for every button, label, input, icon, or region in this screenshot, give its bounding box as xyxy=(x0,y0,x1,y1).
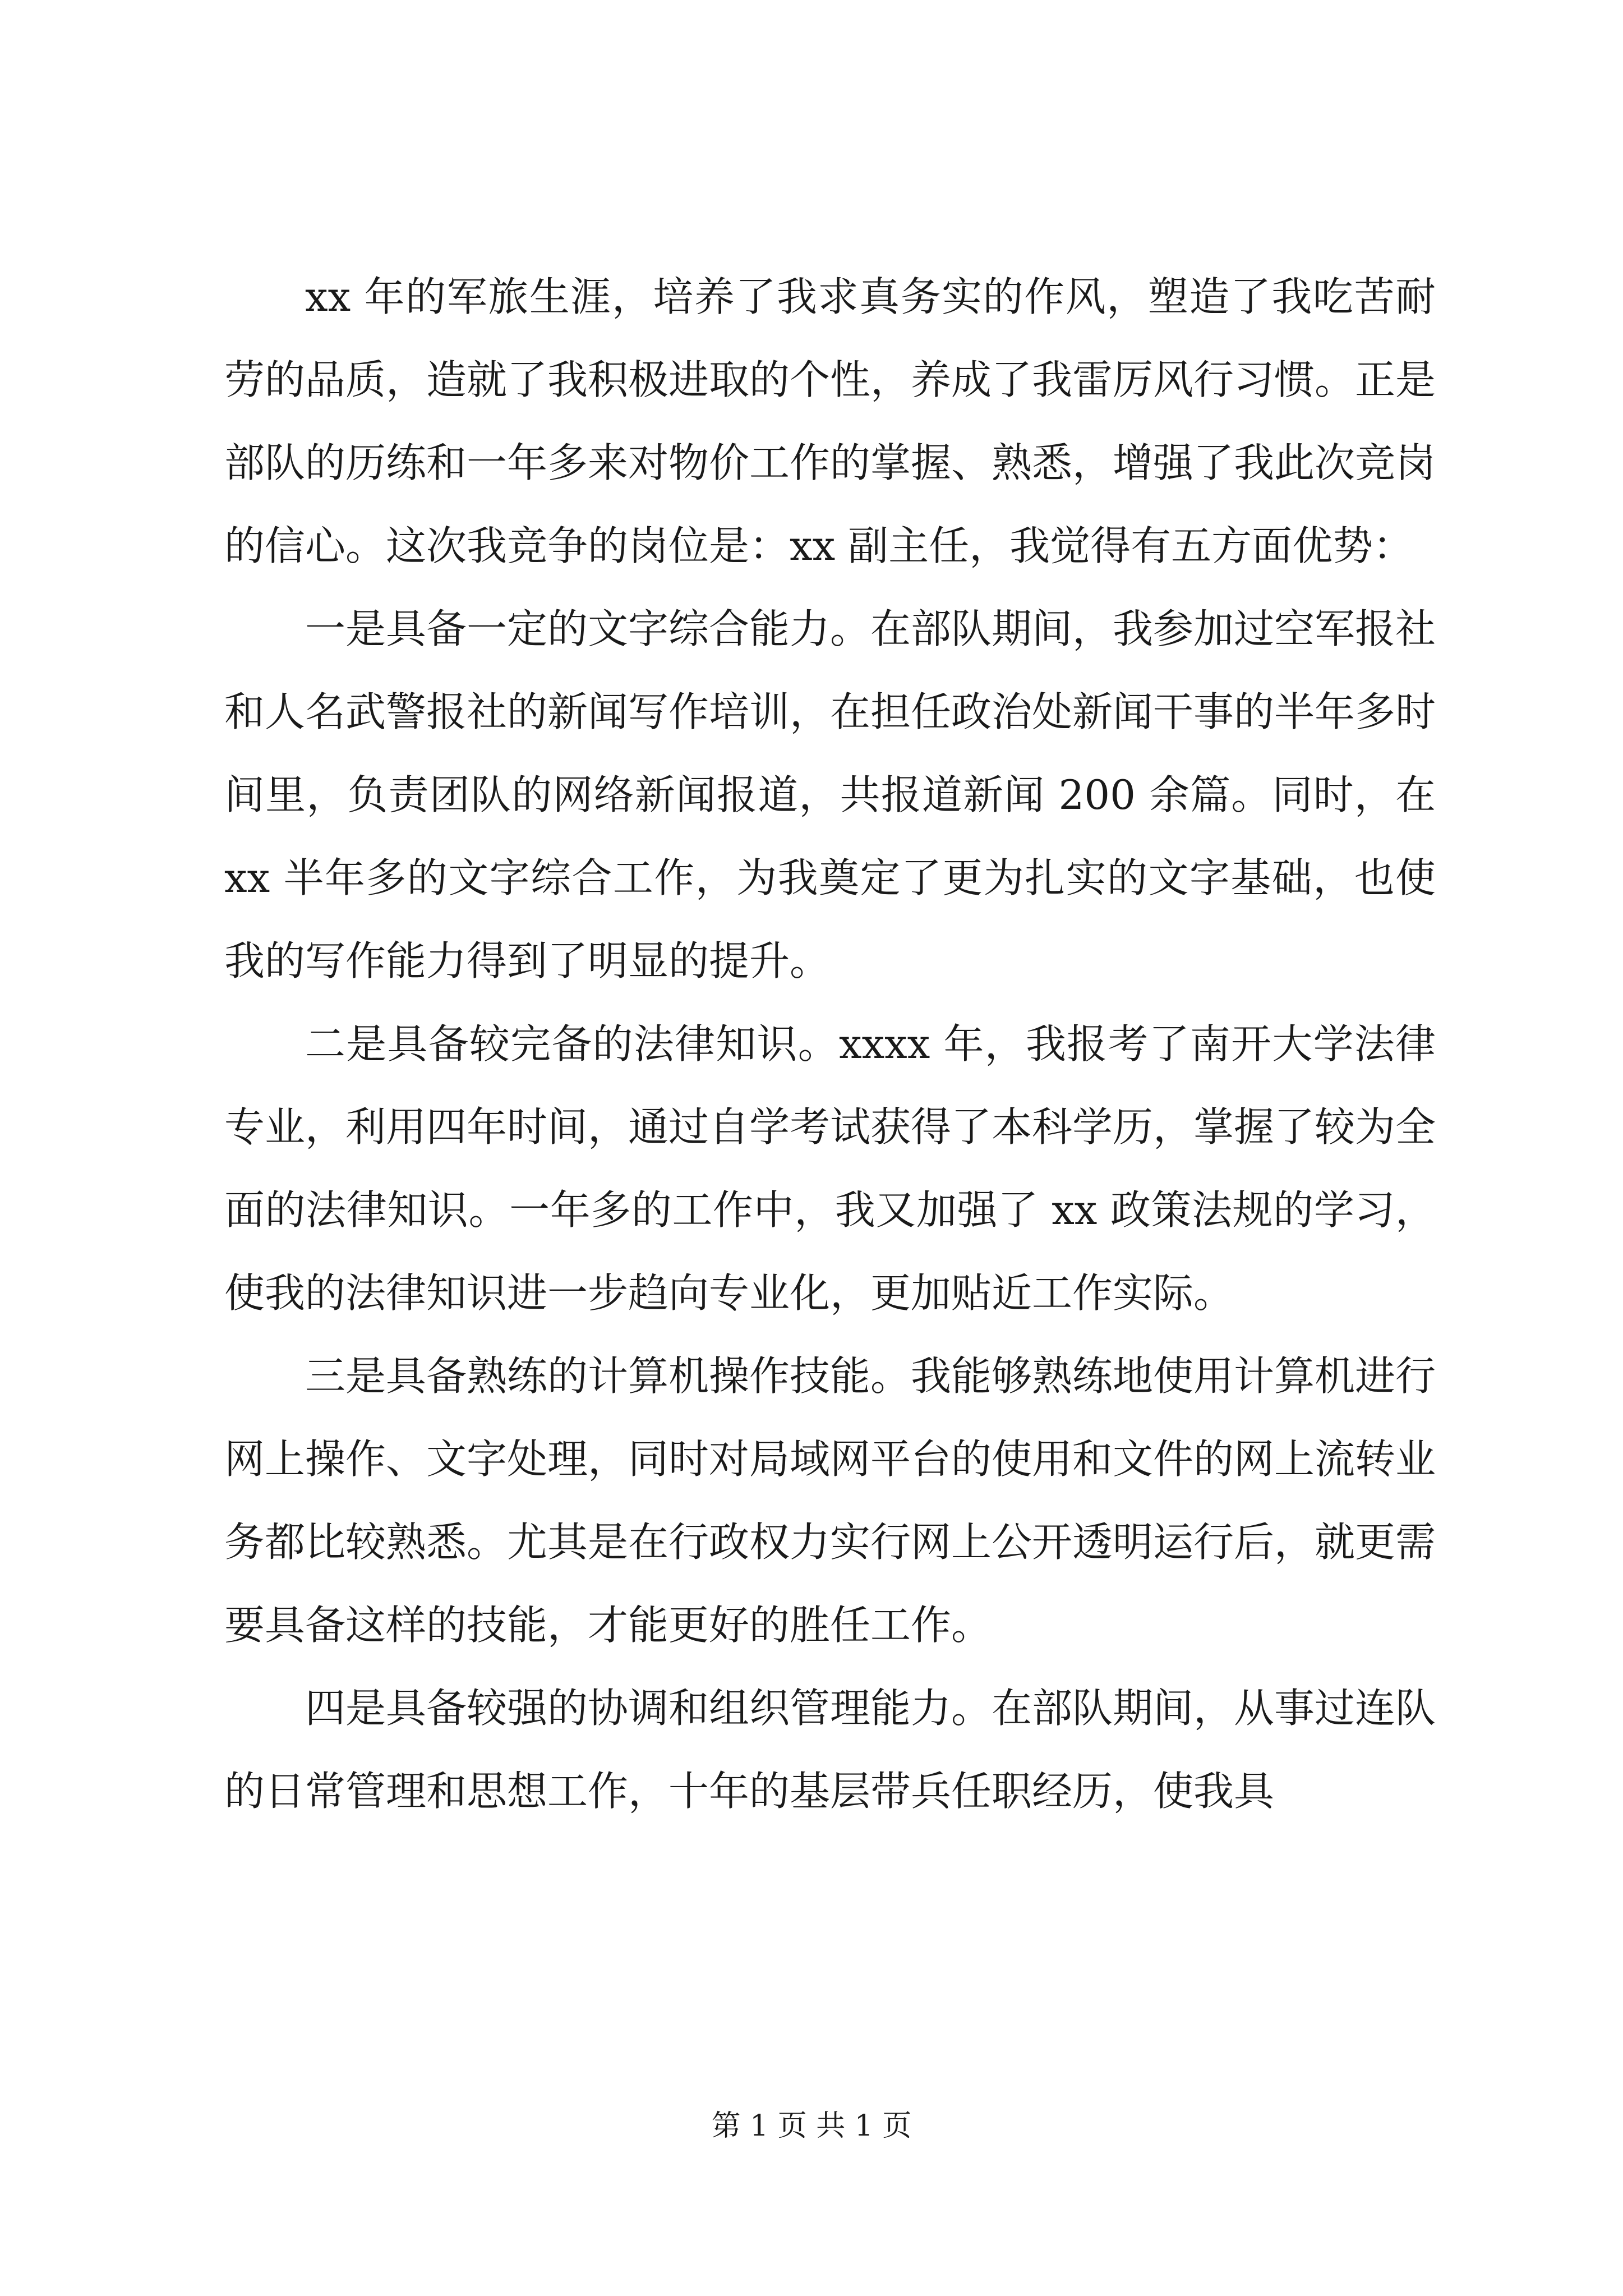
page-number-footer: 第 1 页 共 1 页 xyxy=(711,2109,912,2143)
document-body xyxy=(224,255,1436,1833)
paragraph-management-ability: 四是具备较强的协调和组织管理能力。在部队期间，从事过连队的日常管理和思想工作，十年的基层带兵任职经历，使我具 xyxy=(224,1685,1436,1815)
paragraph-intro: xx 年的军旅生涯，培养了我求真务实的作风，塑造了我吃苦耐劳的品质，造就了我积极进取的个性，养成了我雷厉风行习惯。正是部队的历练和一年多来对物价工作的掌握、熟悉，增强了我此次竞岗的信心。这次我竞争的岗位是：xx 副主任，我觉得有五方面优势： xyxy=(224,273,1436,569)
paragraph-writing-ability: 一是具备一定的文字综合能力。在部队期间，我参加过空军报社和人名武警报社的新闻写作培训，在担任政治处新闻干事的半年多时间里，负责团队的网络新闻报道，共报道新闻 200 余篇。同时，在 xx 半年多的文字综合工作，为我奠定了更为扎实的文字基础，也使我的写作能力得到了明显的提升。 xyxy=(224,605,1436,984)
paragraph-legal-knowledge: 二是具备较完备的法律知识。xxxx 年，我报考了南开大学法律专业，利用四年时间，通过自学考试获得了本科学历，掌握了较为全面的法律知识。一年多的工作中，我又加强了 xx 政策法规的学习，使我的法律知识进一步趋向专业化，更加贴近工作实际。 xyxy=(224,1020,1436,1317)
paragraph-computer-skills: 三是具备熟练的计算机操作技能。我能够熟练地使用计算机进行网上操作、文字处理，同时对局域网平台的使用和文件的网上流转业务都比较熟悉。尤其是在行政权力实行网上公开透明运行后，就更需要具备这样的技能，才能更好的胜任工作。 xyxy=(224,1352,1436,1649)
